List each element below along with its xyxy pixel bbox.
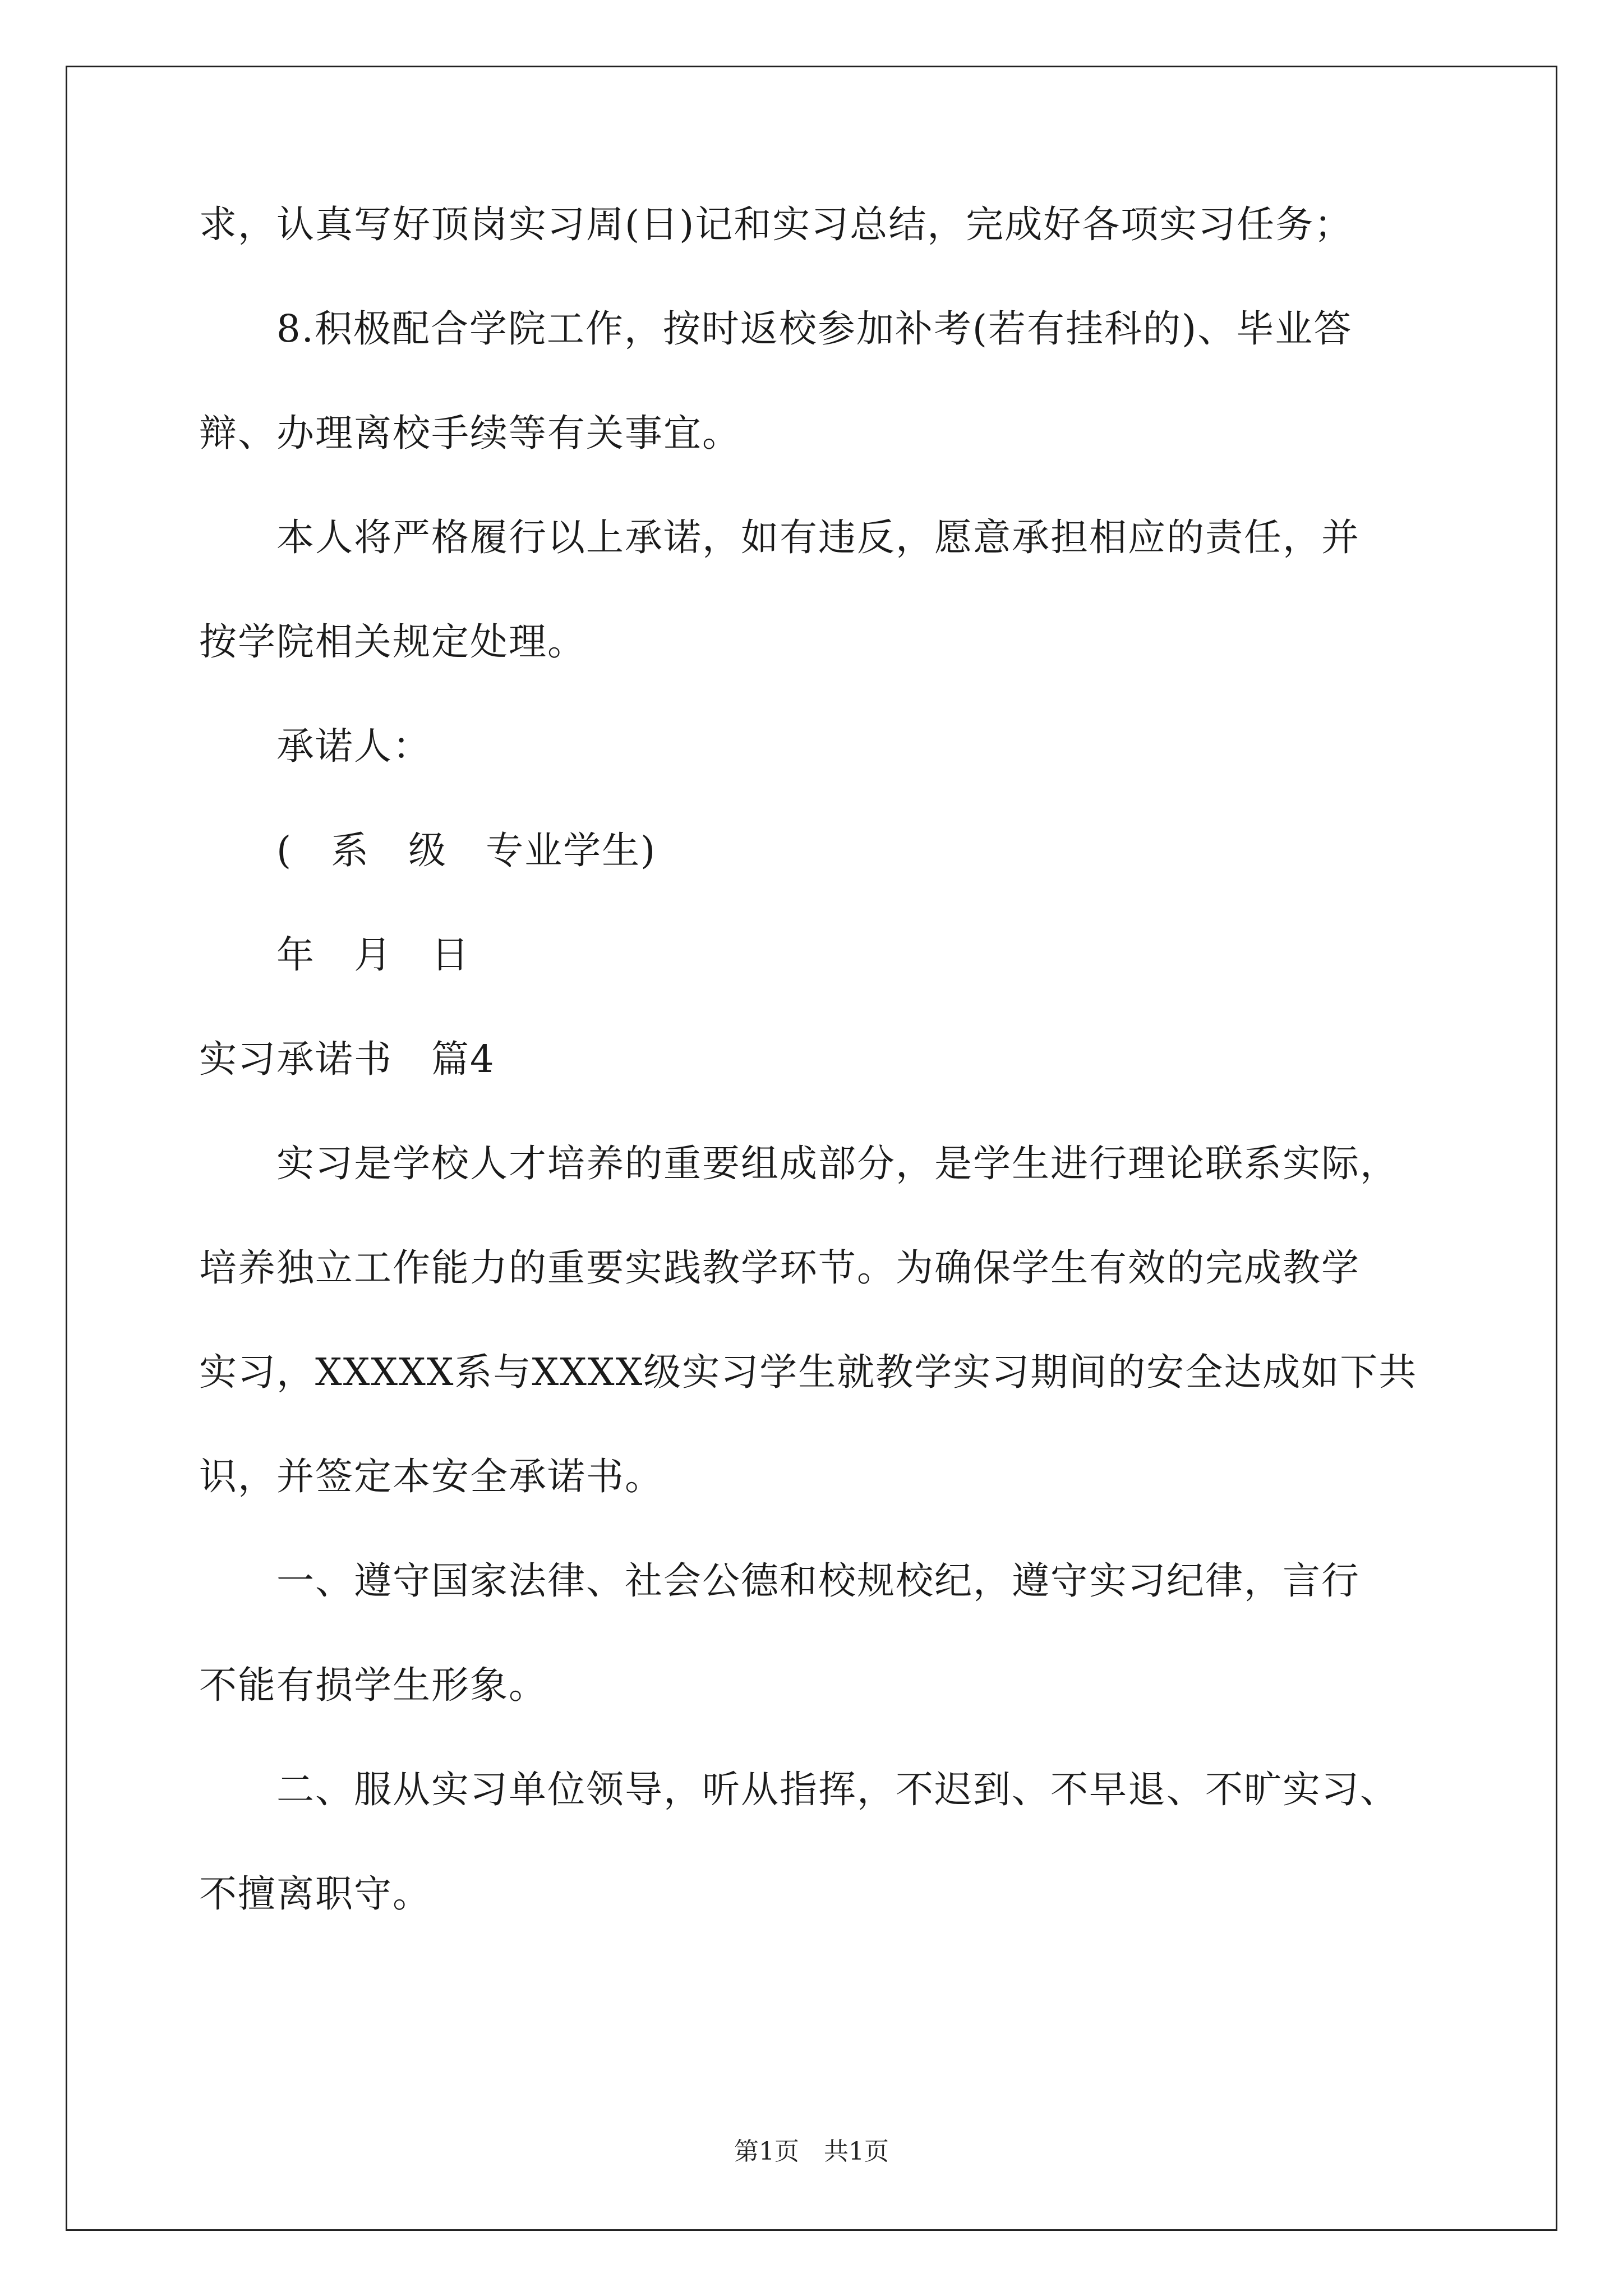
text-line: 按学院相关规定处理。 xyxy=(199,620,586,664)
text-line: 一、遵守国家法律、社会公德和校规校纪，遵守实习纪律，言行 xyxy=(199,1559,1360,1603)
signer-date: 年 月 日 xyxy=(199,933,470,977)
text-line: 实习，XXXXX系与XXXX级实习学生就教学实习期间的安全达成如下共 xyxy=(199,1350,1418,1394)
text-line: 识，并签定本安全承诺书。 xyxy=(199,1455,663,1498)
text-line: 求，认真写好顶岗实习周(日)记和实习总结，完成好各项实习任务； xyxy=(199,203,1353,246)
text-line: 8.积极配合学院工作，按时返校参加补考(若有挂科的)、毕业答 xyxy=(199,307,1353,351)
section-heading: 实习承诺书 篇4 xyxy=(199,1037,495,1081)
text-line: 培养独立工作能力的重要实践教学环节。为确保学生有效的完成教学 xyxy=(199,1246,1360,1290)
text-line: 不能有损学生形象。 xyxy=(199,1663,547,1707)
text-line: 实习是学校人才培养的重要组成部分，是学生进行理论联系实际， xyxy=(199,1142,1399,1185)
text-line: 二、服从实习单位领导，听从指挥，不迟到、不早退、不旷实习、 xyxy=(199,1768,1399,1811)
signer-department: ( 系 级 专业学生) xyxy=(199,829,657,872)
signer-label: 承诺人： xyxy=(199,724,431,768)
text-line: 本人将严格履行以上承诺，如有违反，愿意承担相应的责任，并 xyxy=(199,516,1360,559)
page-number: 第1页 共1页 xyxy=(734,2137,889,2166)
text-line: 不擅离职守。 xyxy=(199,1872,431,1916)
text-line: 辩、办理离校手续等有关事宜。 xyxy=(199,411,741,455)
